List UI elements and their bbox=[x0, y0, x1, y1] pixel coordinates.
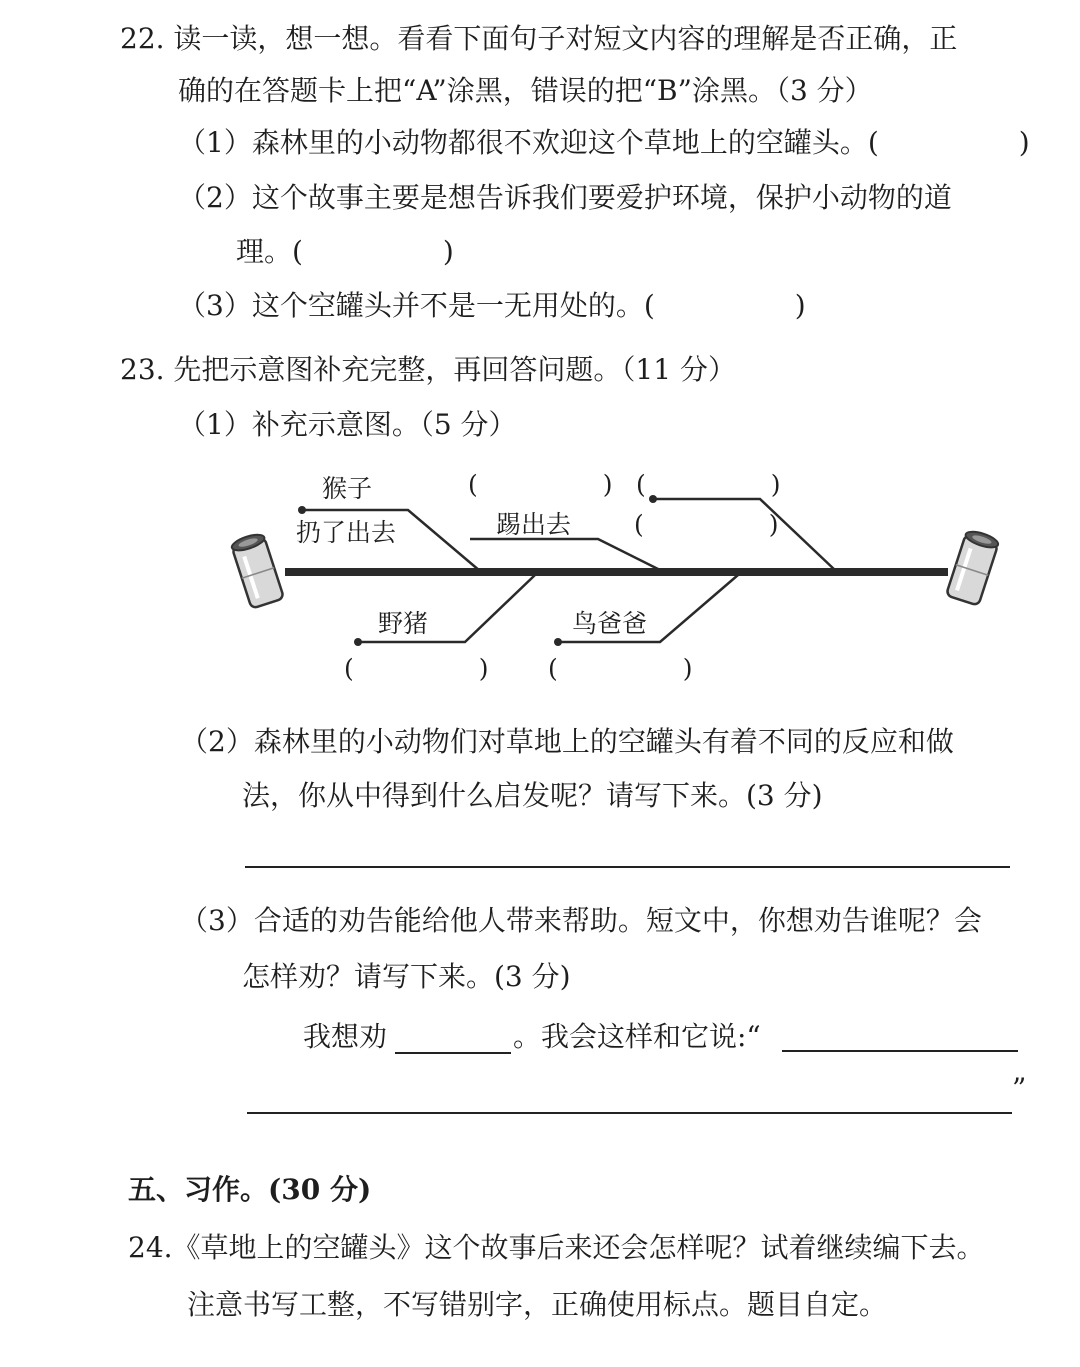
q23-sub3-line2: 怎样劝？请写下来。(3 分) bbox=[242, 960, 571, 993]
label-monkey-action: 扔了出去 bbox=[296, 518, 397, 547]
q23-sub2-line1: （2）森林里的小动物们对草地上的空罐头有着不同的反应和做 bbox=[180, 725, 954, 758]
q22-item-2-line1: （2）这个故事主要是想告诉我们要爱护环境，保护小动物的道 bbox=[178, 181, 952, 214]
fill-prompt-b: 。我会这样和它说:“ bbox=[513, 1020, 761, 1053]
q23-sub1: （1）补充示意图。（5 分） bbox=[178, 408, 517, 441]
branch-upper-2 bbox=[470, 539, 662, 571]
label-monkey: 猴子 bbox=[322, 474, 373, 503]
answer-blank-who[interactable] bbox=[395, 1052, 511, 1054]
q22-item-1: （1）森林里的小动物都很不欢迎这个草地上的空罐头。( ) bbox=[178, 126, 1030, 159]
q22-item-2-line2: 理。( ) bbox=[236, 235, 454, 268]
label-kicked: 踢出去 bbox=[496, 510, 572, 539]
blank-lower-2: ( ) bbox=[548, 654, 693, 683]
q22-stem-line1: 22. 读一读，想一想。看看下面句子对短文内容的理解是否正确，正 bbox=[120, 22, 958, 55]
blank-lower-1: ( ) bbox=[344, 654, 489, 683]
blank-upper-2: ( ) bbox=[636, 470, 781, 499]
fishbone-diagram bbox=[0, 455, 1080, 705]
label-boar: 野猪 bbox=[378, 609, 429, 638]
tin-can-icon bbox=[946, 529, 1000, 606]
q23-title: 23. 先把示意图补充完整，再回答问题。（11 分） bbox=[120, 353, 736, 386]
q23-sub2-line2: 法，你从中得到什么启发呢？请写下来。(3 分) bbox=[242, 779, 823, 812]
q23-sub3-line1: （3）合适的劝告能给他人带来帮助。短文中，你想劝告谁呢？会 bbox=[180, 904, 982, 937]
q22-stem-line2: 确的在答题卡上把“A”涂黑，错误的把“B”涂黑。（3 分） bbox=[178, 74, 873, 107]
section-5-title: 五、习作。(30 分) bbox=[128, 1173, 372, 1206]
q22-item-3: （3）这个空罐头并不是一无用处的。( ) bbox=[178, 289, 806, 322]
close-quote: ” bbox=[1012, 1072, 1027, 1105]
tin-can-icon bbox=[230, 532, 284, 609]
answer-line-advice-1[interactable] bbox=[782, 1050, 1018, 1052]
q24-line1: 24.《草地上的空罐头》这个故事后来还会怎样呢？试着继续编下去。 bbox=[128, 1231, 985, 1264]
fill-prompt-a: 我想劝 bbox=[303, 1020, 388, 1053]
blank-upper-1: ( ) bbox=[468, 470, 613, 499]
blank-upper-3: ( ) bbox=[634, 510, 779, 539]
answer-line-advice-2[interactable] bbox=[247, 1112, 1012, 1114]
answer-line-sub2[interactable] bbox=[245, 866, 1010, 868]
label-bird: 鸟爸爸 bbox=[572, 609, 648, 638]
q24-line2: 注意书写工整，不写错别字，正确使用标点。题目自定。 bbox=[187, 1288, 888, 1321]
